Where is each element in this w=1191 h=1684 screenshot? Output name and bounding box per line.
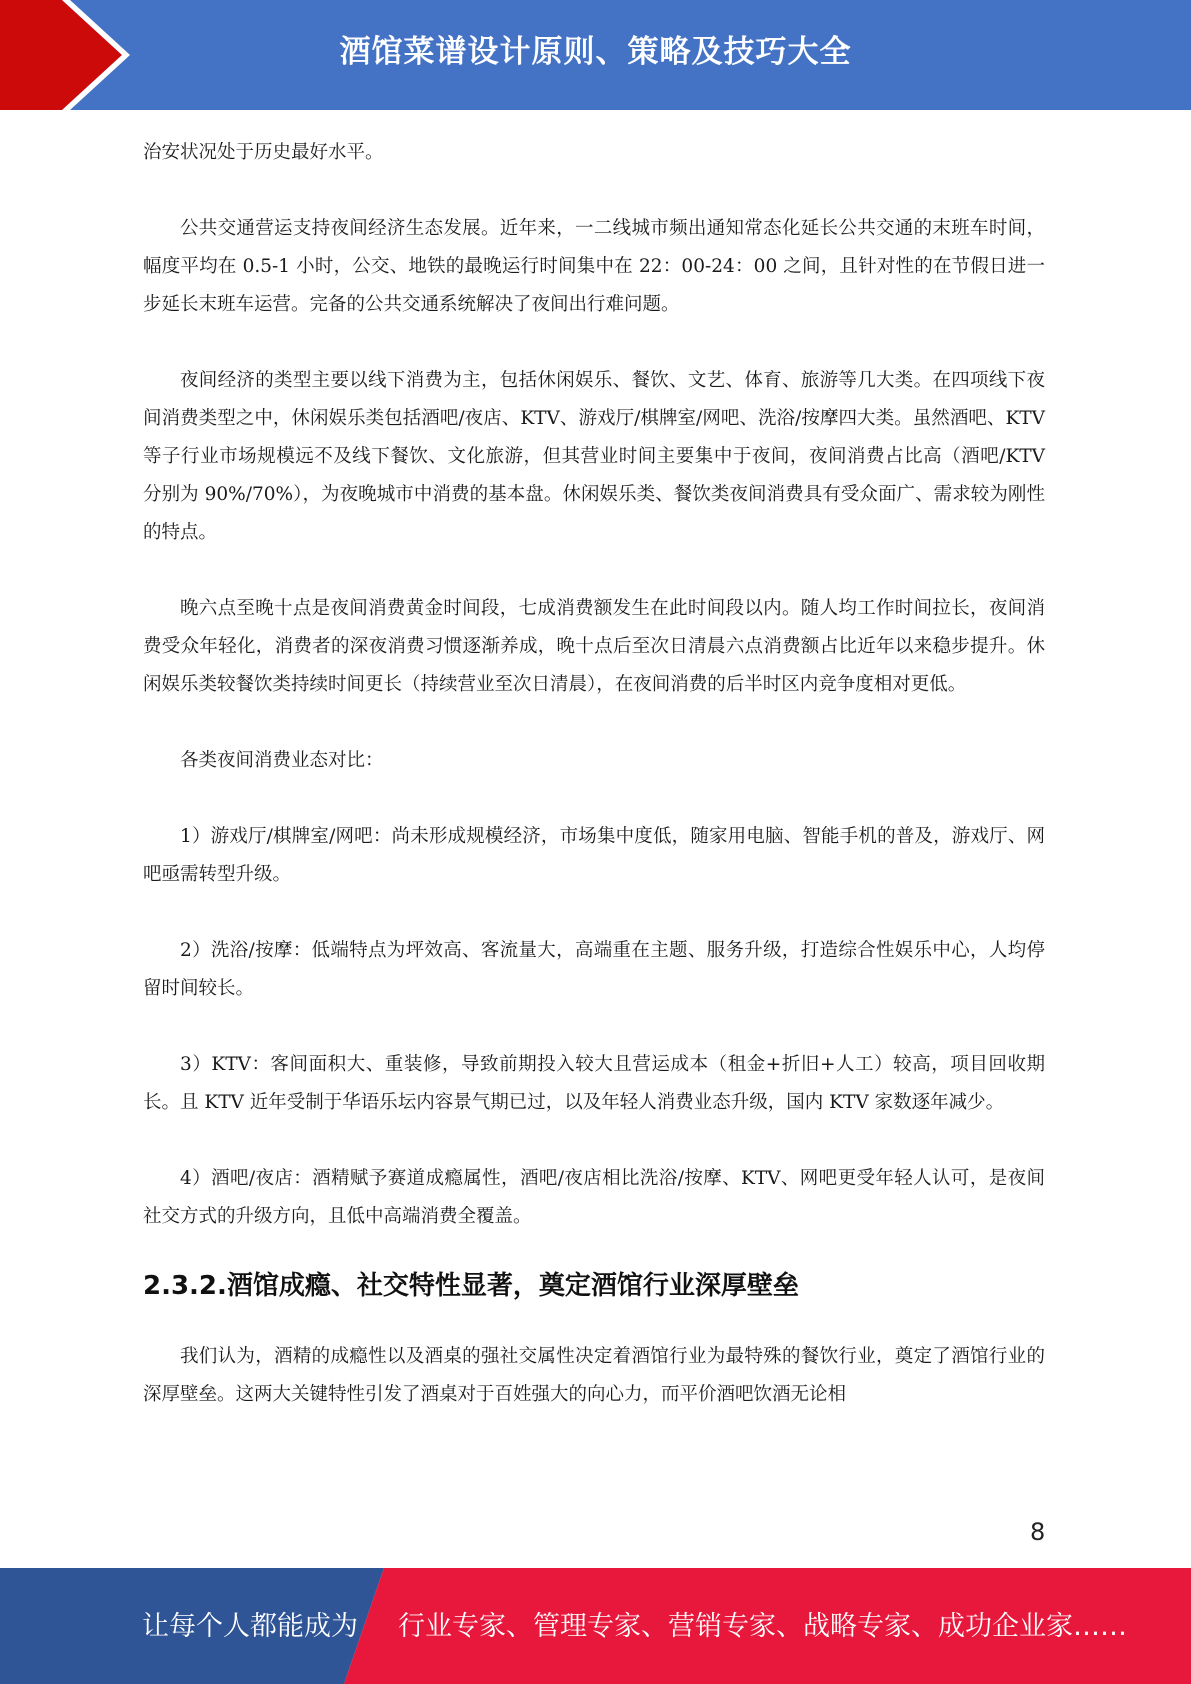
list-item: 4）酒吧/夜店：酒精赋予赛道成瘾属性，酒吧/夜店相比洗浴/按摩、KTV、网吧更受年轻人认可，是夜间社交方式的升级方向，且低中高端消费全覆盖。 <box>143 1168 1045 1227</box>
page-header <box>0 0 1191 110</box>
paragraph: 晚六点至晚十点是夜间消费黄金时间段，七成消费额发生在此时间段以内。随人均工作时间拉长，夜间消费受众年轻化，消费者的深夜消费习惯逐渐养成，晚十点后至次日清晨六点消费额占比近年以来稳步提升。休闲娱乐类较餐饮类持续时间更长（持续营业至次日清晨），在夜间消费的后半时区内竞争度相对更低。 <box>143 598 1045 695</box>
paragraph: 治安状况处于历史最好水平。 <box>143 142 384 163</box>
list-item: 3）KTV：客间面积大、重装修，导致前期投入较大且营运成本（租金+折旧+人工）较高，项目回收期长。且 KTV 近年受制于华语乐坛内容景气期已过，以及年轻人消费业态升级，国内 KTV 家数逐年减少。 <box>143 1054 1045 1113</box>
list-item: 1）游戏厅/棋牌室/网吧：尚未形成规模经济，市场集中度低，随家用电脑、智能手机的普及，游戏厅、网吧亟需转型升级。 <box>143 826 1045 885</box>
paragraph: 各类夜间消费业态对比： <box>180 750 384 771</box>
paragraph: 我们认为，酒精的成瘾性以及酒桌的强社交属性决定着酒馆行业为最特殊的餐饮行业，奠定了酒馆行业的深厚壁垒。这两大关键特性引发了酒桌对于百姓强大的向心力，而平价酒吧饮酒无论相 <box>143 1346 1045 1405</box>
page-footer <box>0 1568 1191 1684</box>
page-number: 8 <box>1030 1518 1046 1546</box>
paragraph: 夜间经济的类型主要以线下消费为主，包括休闲娱乐、餐饮、文艺、体育、旅游等几大类。在四项线下夜间消费类型之中，休闲娱乐类包括酒吧/夜店、KTV、游戏厅/棋牌室/网吧、洗浴/按摩四大类。虽然酒吧、KTV 等子行业市场规模远不及线下餐饮、文化旅游，但其营业时间主要集中于夜间，夜间消费占比高（酒吧/KTV 分别为 90%/70%），为夜晚城市中消费的基本盘。休闲娱乐类、餐饮类夜间消费具有受众面广、需求较为刚性的特点。 <box>143 370 1045 543</box>
header-title: 酒馆菜谱设计原则、策略及技巧大全 <box>339 34 852 70</box>
paragraph: 公共交通营运支持夜间经济生态发展。近年来，一二线城市频出通知常态化延长公共交通的末班车时间，幅度平均在 0.5-1 小时，公交、地铁的最晚运行时间集中在 22：00-24：00 之间，且针对性的在节假日进一步延长末班车运营。完备的公共交通系统解决了夜间出行难问题。 <box>143 218 1045 315</box>
document-body <box>143 134 1045 1452</box>
list-item: 2）洗浴/按摩：低端特点为坪效高、客流量大，高端重在主题、服务升级，打造综合性娱乐中心，人均停留时间较长。 <box>143 940 1045 999</box>
footer-slogan-right: 行业专家、管理专家、营销专家、战略专家、成功企业家…… <box>398 1611 1127 1642</box>
section-heading: 2.3.2.酒馆成瘾、社交特性显著，奠定酒馆行业深厚壁垒 <box>143 1271 799 1301</box>
footer-slogan-left: 让每个人都能成为 <box>142 1611 358 1642</box>
